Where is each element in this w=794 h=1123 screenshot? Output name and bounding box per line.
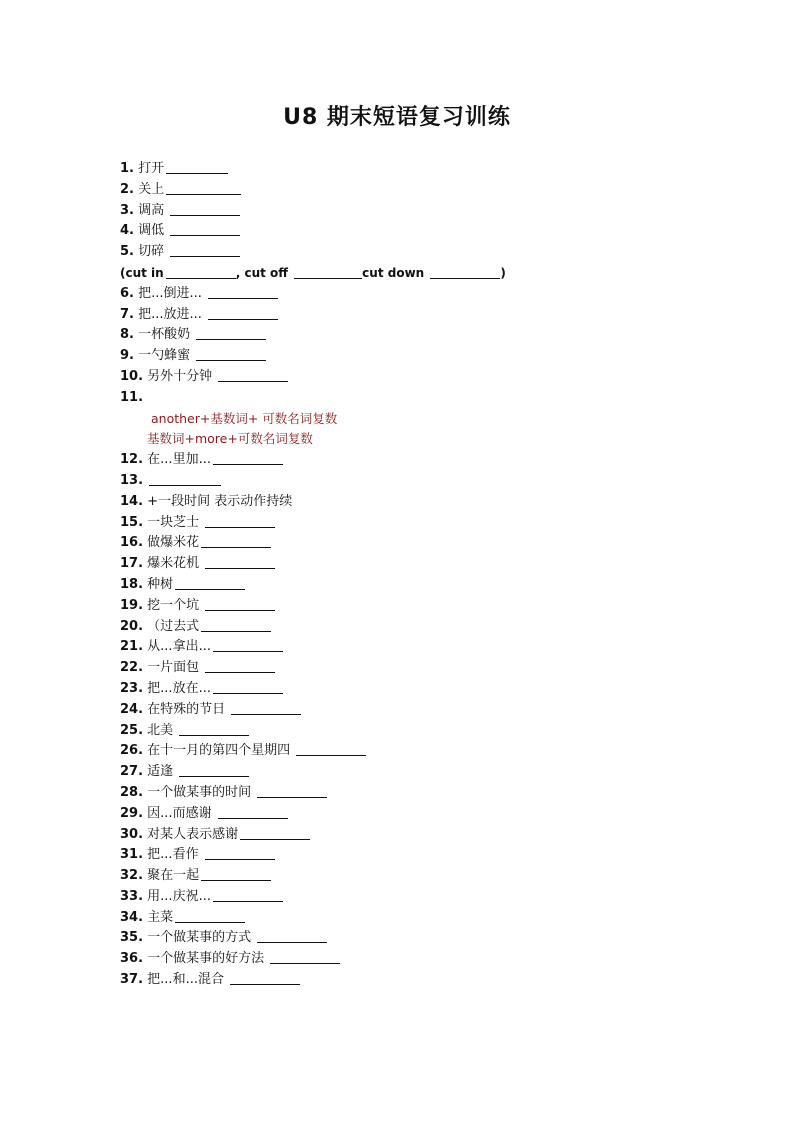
list-item: [120, 388, 720, 409]
item-number: 5.: [120, 244, 134, 260]
answer-blank: [170, 234, 240, 236]
item-number: 25.: [120, 722, 144, 738]
item-text: 打开: [138, 161, 165, 176]
list-item: [120, 866, 720, 887]
list-item: [120, 679, 720, 700]
list-item: [120, 700, 720, 721]
answer-blank: [179, 775, 249, 777]
list-item: [120, 928, 720, 949]
item-number: 7.: [120, 306, 134, 322]
list-item: [120, 346, 720, 367]
item-number: 31.: [120, 847, 144, 863]
answer-blank: [201, 879, 271, 881]
item-number: 2.: [120, 181, 134, 197]
answer-blank: [205, 671, 275, 673]
answer-blank: [201, 546, 271, 548]
item-number: 16.: [120, 535, 144, 551]
item-text: 在...里加...: [147, 452, 211, 468]
answer-blank: [166, 193, 241, 195]
item-text: 用...庆祝...: [147, 888, 211, 904]
answer-blank: [166, 277, 236, 279]
answer-blank: [205, 567, 275, 569]
item-number: 15.: [120, 514, 144, 530]
item-number: 9.: [120, 348, 134, 364]
list-item: [120, 804, 720, 825]
item-number: 14.: [120, 493, 144, 509]
list-item: [120, 554, 720, 575]
list-item: [120, 596, 720, 617]
item-text: 切碎: [138, 244, 169, 260]
page-title: U8 期末短语复习训练: [283, 105, 511, 130]
item-text: 一个做某事的方式: [147, 930, 256, 946]
list-item: [120, 221, 720, 242]
item-text: 一杯酸奶: [138, 327, 195, 343]
list-item: [120, 970, 720, 991]
list-item: [120, 575, 720, 596]
list-item: [120, 949, 720, 970]
list-item: [120, 513, 720, 534]
item-number: 17.: [120, 556, 144, 572]
item-text: 做爆米花: [147, 535, 200, 551]
list-item: [120, 783, 720, 804]
list-item: [120, 471, 720, 492]
list-item: [120, 201, 720, 222]
item-number: 26.: [120, 743, 144, 759]
answer-blank: [213, 463, 283, 465]
item-text: 另外十分钟: [147, 368, 217, 384]
list-item: [120, 908, 720, 929]
list-item: [120, 617, 720, 638]
list-item: [120, 492, 720, 513]
item-text: （过去式: [147, 618, 200, 634]
answer-blank: [196, 338, 266, 340]
list-item: [120, 325, 720, 346]
answer-blank: [218, 380, 288, 382]
item-text: 爆米花机: [147, 556, 204, 572]
answer-blank: [205, 858, 275, 860]
item-text: 把...放进...: [138, 306, 207, 322]
item-number: 29.: [120, 805, 144, 821]
answer-blank: [170, 255, 240, 257]
item-text: 北美: [147, 722, 178, 738]
list-item: [120, 242, 720, 263]
answer-blank: [213, 900, 283, 902]
list-item: [120, 658, 720, 679]
answer-blank: [257, 796, 327, 798]
list-item: [120, 367, 720, 388]
list-item: [120, 637, 720, 658]
answer-blank: [213, 650, 283, 652]
answer-blank: [240, 838, 310, 840]
item-number: 10.: [120, 368, 144, 384]
list-item: [120, 845, 720, 866]
item-number: 27.: [120, 764, 144, 780]
item-number: 36.: [120, 951, 144, 967]
item-text: 关上: [138, 181, 165, 197]
item-number: 19.: [120, 597, 144, 613]
answer-blank: [270, 962, 340, 964]
list-item: [120, 159, 720, 180]
item-text: 因...而感谢: [147, 805, 216, 821]
list-item: [120, 180, 720, 201]
answer-blank: [213, 692, 283, 694]
answer-blank: [175, 588, 245, 590]
answer-blank: [296, 754, 366, 756]
item-text: 在特殊的节日: [147, 701, 230, 717]
list-item: [120, 762, 720, 783]
answer-blank: [201, 630, 271, 632]
item-number: 20.: [120, 618, 144, 634]
item-number: 32.: [120, 868, 144, 884]
item-text: 在十一月的第四个星期四: [147, 743, 295, 759]
item-number: 1.: [120, 161, 134, 176]
list-item: [120, 825, 720, 846]
item-text: 一勺蜂蜜: [138, 348, 195, 364]
item-text: 调高: [138, 202, 169, 218]
item-number: 3.: [120, 202, 134, 218]
cut-phrases-line: (cut in , cut off cut down ): [120, 265, 506, 280]
item-number: 11.: [120, 389, 144, 405]
item-number: 24.: [120, 701, 144, 717]
answer-blank: [205, 609, 275, 611]
list-item: [120, 887, 720, 908]
item-text: 从...拿出...: [147, 639, 211, 655]
list-item: [120, 450, 720, 471]
item-text: 一块芝士: [147, 514, 204, 530]
item-text: 主菜: [147, 909, 174, 925]
item-text: 对某人表示感谢: [147, 826, 239, 842]
answer-blank: [170, 214, 240, 216]
item-number: 22.: [120, 660, 144, 676]
answer-blank: [175, 921, 245, 923]
answer-blank: [218, 817, 288, 819]
list-item: [120, 741, 720, 762]
answer-blank: [257, 941, 327, 943]
item-text: 调低: [138, 223, 169, 239]
list-item: [120, 305, 720, 326]
item-number: 21.: [120, 639, 144, 655]
item-text: 一片面包: [147, 660, 204, 676]
item-number: 23.: [120, 680, 144, 696]
item-text: 一个做某事的好方法: [147, 951, 269, 967]
item-text: 一个做某事的时间: [147, 784, 256, 800]
answer-blank: [149, 484, 221, 486]
item-number: 33.: [120, 888, 144, 904]
item-number: 30.: [120, 826, 144, 842]
item-text: 把...看作: [147, 847, 203, 863]
answer-blank: [294, 277, 362, 279]
answer-blank: [205, 526, 275, 528]
item-text: 聚在一起: [147, 868, 200, 884]
item-number: 28.: [120, 784, 144, 800]
answer-blank: [430, 277, 500, 279]
phrase-list: [120, 159, 720, 991]
item-number: 12.: [120, 452, 144, 468]
item-number: 6.: [120, 285, 134, 301]
item-number: 4.: [120, 223, 134, 239]
item-number: 18.: [120, 576, 144, 592]
list-item: [120, 721, 720, 742]
item-text: 把...倒进...: [138, 285, 207, 301]
list-item: [120, 533, 720, 554]
answer-blank: [196, 359, 266, 361]
answer-blank: [179, 734, 249, 736]
item-number: 35.: [120, 930, 144, 946]
item-text: 把...和...混合: [147, 972, 229, 988]
answer-blank: [208, 318, 278, 320]
list-item: [120, 284, 720, 305]
item-number: 37.: [120, 972, 144, 988]
item-number: 34.: [120, 909, 144, 925]
item-text: 挖一个坑: [147, 597, 204, 613]
item-text: 适逢: [147, 764, 178, 780]
grammar-note: 基数词+more+可数名词复数: [147, 431, 313, 447]
item-text: +一段时间 表示动作持续: [147, 493, 293, 509]
item-number: 8.: [120, 327, 134, 343]
answer-blank: [230, 983, 300, 985]
item-number: 13.: [120, 472, 144, 488]
answer-blank: [208, 297, 278, 299]
item-text: 种树: [147, 576, 174, 592]
item-text: 把...放在...: [147, 680, 211, 696]
answer-blank: [231, 713, 301, 715]
answer-blank: [166, 172, 228, 174]
grammar-note: another+基数词+ 可数名词复数: [151, 410, 338, 426]
